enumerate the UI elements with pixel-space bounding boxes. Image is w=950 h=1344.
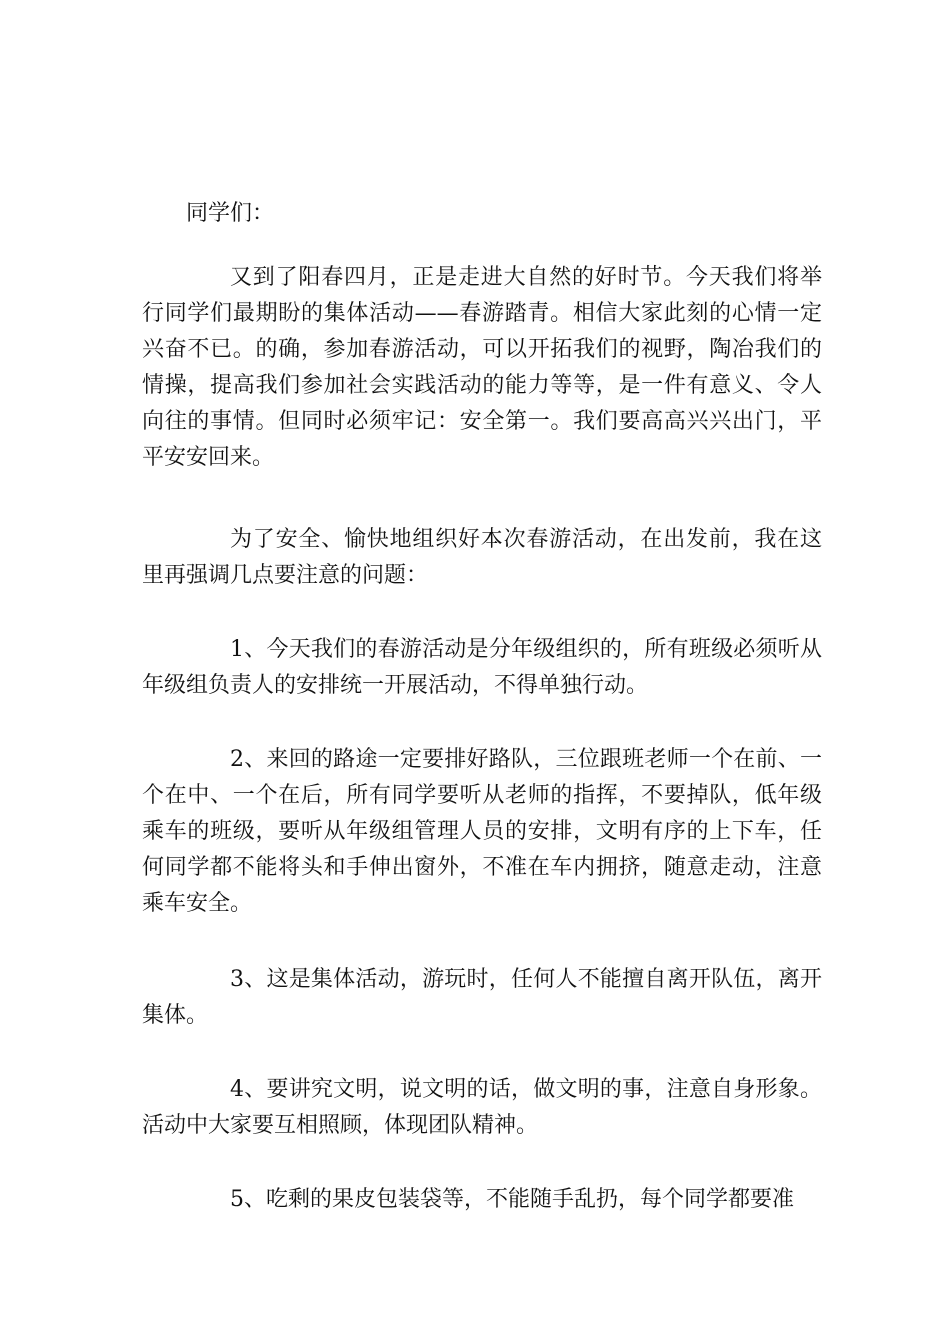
paragraph-intro: 又到了阳春四月，正是走进大自然的好时节。今天我们将举行同学们最期盼的集体活动——春游踏青。相信大家此刻的心情一定兴奋不已。的确，参加春游活动，可以开拓我们的视野，陶冶我们的情操，提高我们参加社会实践活动的能力等等，是一件有意义、令人向往的事情。但同时必须牢记：安全第一。我们要高高兴兴出门，平平安安回来。 <box>142 265 822 470</box>
paragraph-point-2: 2、来回的路途一定要排好路队，三位跟班老师一个在前、一个在中、一个在后，所有同学要听从老师的指挥，不要掉队，低年级乘车的班级，要听从年级组管理人员的安排，文明有序的上下车，任何同学都不能将头和手伸出窗外，不准在车内拥挤，随意走动，注意乘车安全。 <box>142 747 822 916</box>
paragraph-point-3: 3、这是集体活动，游玩时，任何人不能擅自离开队伍，离开集体。 <box>142 967 822 1028</box>
paragraph-point-5: 5、吃剩的果皮包装袋等，不能随手乱扔，每个同学都要准 <box>230 1187 794 1212</box>
greeting: 同学们： <box>186 201 275 226</box>
paragraph-point-4: 4、要讲究文明，说文明的话，做文明的事，注意自身形象。活动中大家要互相照顾，体现团队精神。 <box>142 1077 822 1138</box>
paragraph-point-1: 1、今天我们的春游活动是分年级组织的，所有班级必须听从年级组负责人的安排统一开展活动，不得单独行动。 <box>142 637 822 698</box>
paragraph-reminder: 为了安全、愉快地组织好本次春游活动，在出发前，我在这里再强调几点要注意的问题： <box>142 527 822 588</box>
